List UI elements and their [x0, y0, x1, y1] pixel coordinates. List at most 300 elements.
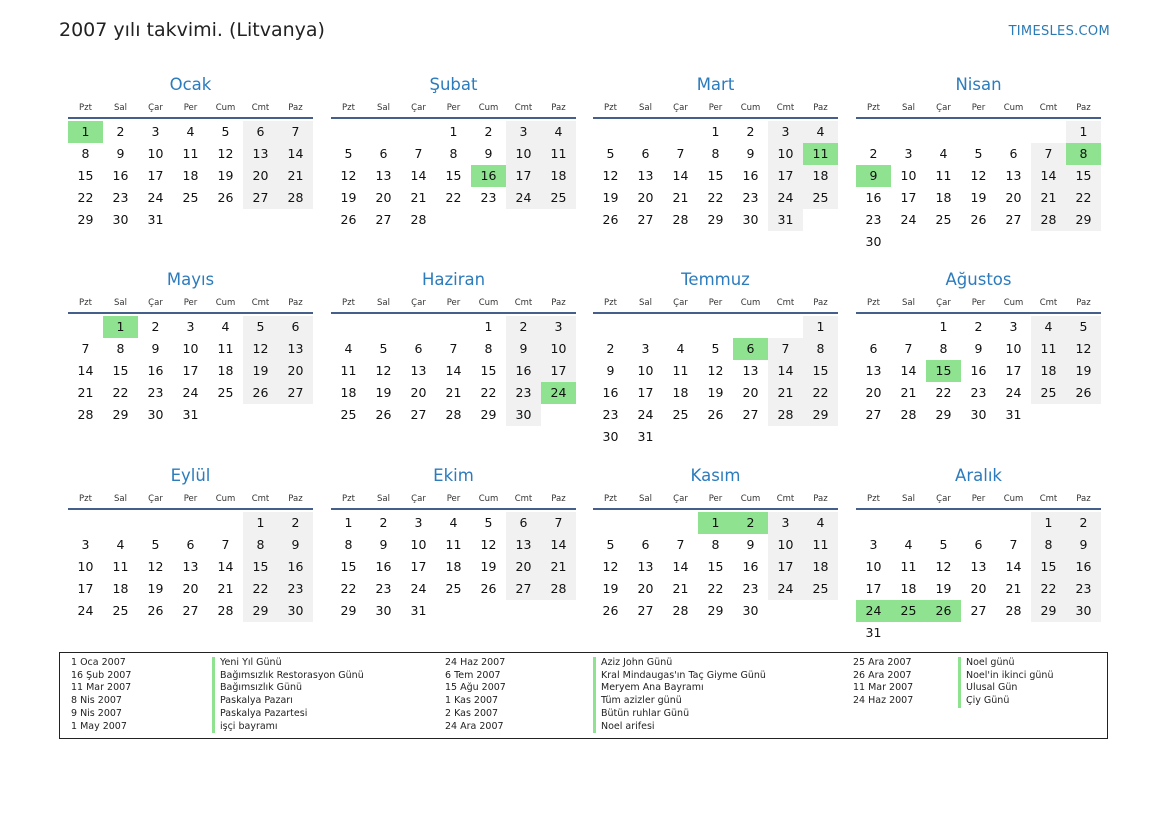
legend-holiday-name: Yeni Yıl Günü: [212, 657, 364, 670]
weekday-header: [68, 101, 313, 119]
weekday-label: Sal: [377, 298, 390, 308]
day-cell: 28: [217, 603, 234, 618]
day-cell: 25: [803, 578, 838, 600]
day-cell: 21: [410, 190, 427, 205]
day-cell: 21: [768, 382, 803, 404]
empty-cell: [436, 316, 471, 338]
weekday-label: Paz: [1076, 298, 1091, 308]
day-cell: 17: [147, 168, 164, 183]
empty-cell: [628, 512, 663, 534]
day-cell: 14: [278, 143, 313, 165]
day-cell: 23: [112, 190, 129, 205]
empty-cell: [663, 316, 698, 338]
day-cell: 29: [77, 212, 94, 227]
day-cell: 20: [278, 360, 313, 382]
empty-cell: [366, 316, 401, 338]
day-cell: 4: [1031, 316, 1066, 338]
empty-cell: [961, 121, 996, 143]
day-cell: 20: [1005, 190, 1022, 205]
day-grid: [593, 512, 838, 622]
day-cell: 30: [970, 407, 987, 422]
day-cell: 15: [77, 168, 94, 183]
day-cell: 22: [340, 581, 357, 596]
month-3: [593, 73, 838, 231]
day-cell: 8: [711, 146, 720, 161]
legend-date: 16 Şub 2007: [71, 669, 132, 681]
empty-cell: [996, 121, 1031, 143]
day-cell: 23: [147, 385, 164, 400]
day-cell: 24: [637, 407, 654, 422]
day-cell: 22: [707, 581, 724, 596]
day-cell: 20: [375, 190, 392, 205]
weekday-label: Çar: [673, 494, 688, 504]
day-cell: 10: [1005, 341, 1022, 356]
weekday-label: Çar: [411, 103, 426, 113]
day-cell: 19: [480, 559, 497, 574]
month-name: Haziran: [421, 270, 486, 289]
legend-holiday-name: Noel günü: [958, 657, 1053, 670]
day-cell: 23: [865, 212, 882, 227]
day-cell: 5: [379, 341, 388, 356]
day-cell: 12: [480, 537, 497, 552]
day-cell: 4: [676, 341, 685, 356]
day-cell: 30: [602, 429, 619, 444]
day-cell: 18: [340, 385, 357, 400]
weekday-label: Sal: [377, 494, 390, 504]
day-cell: 21: [445, 385, 462, 400]
weekday-label: Cmt: [1039, 494, 1058, 504]
day-cell: 30: [1066, 600, 1101, 622]
legend-dates-col-1: [71, 657, 131, 733]
weekday-label: Sal: [902, 298, 915, 308]
day-cell: 9: [151, 341, 160, 356]
legend-holiday-name: Paskalya Pazartesi: [212, 708, 364, 721]
day-cell: 28: [445, 407, 462, 422]
day-cell: 16: [602, 385, 619, 400]
weekday-label: Cum: [478, 494, 499, 504]
day-cell: 29: [707, 603, 724, 618]
day-cell: 6: [506, 512, 541, 534]
day-cell: 17: [900, 190, 917, 205]
day-cell: 12: [375, 363, 392, 378]
empty-cell: [1031, 121, 1066, 143]
month-name: Ocak: [169, 75, 212, 94]
day-cell: 12: [340, 168, 357, 183]
day-cell: 24: [768, 578, 803, 600]
day-cell: 12: [147, 559, 164, 574]
day-cell: 20: [865, 385, 882, 400]
legend-holiday-name: Meryem Ana Bayramı: [593, 682, 766, 695]
weekday-label: Pzt: [79, 103, 92, 113]
day-cell: 22: [707, 190, 724, 205]
day-cell: 5: [1066, 316, 1101, 338]
day-cell: 14: [217, 559, 234, 574]
day-cell: 15: [707, 559, 724, 574]
day-cell: 27: [865, 407, 882, 422]
legend-holiday-name: Tüm azizler günü: [593, 695, 766, 708]
site-link[interactable]: TIMESLES.COM: [1008, 24, 1110, 39]
weekday-label: Cmt: [514, 298, 533, 308]
day-cell: 12: [707, 363, 724, 378]
weekday-label: Paz: [813, 494, 828, 504]
day-cell: 26: [602, 603, 619, 618]
day-cell: 6: [414, 341, 423, 356]
day-cell: 11: [112, 559, 129, 574]
weekday-label: Per: [183, 494, 198, 504]
legend-date: 24 Ara 2007: [445, 720, 504, 732]
weekday-label: Çar: [148, 494, 163, 504]
day-cell: 2: [484, 124, 493, 139]
weekday-label: Per: [446, 103, 461, 113]
day-cell: 18: [217, 363, 234, 378]
weekday-label: Pzt: [604, 298, 617, 308]
day-cell: 31: [410, 603, 427, 618]
day-cell: 14: [77, 363, 94, 378]
day-cell: 27: [742, 407, 759, 422]
day-cell: 2: [506, 316, 541, 338]
day-grid: [331, 121, 576, 231]
month-name: Nisan: [955, 75, 1002, 94]
day-cell: 7: [449, 341, 458, 356]
holiday-legend: [59, 652, 1108, 739]
weekday-label: Cmt: [514, 103, 533, 113]
day-cell: 21: [77, 385, 94, 400]
day-cell: 18: [935, 190, 952, 205]
day-cell: 12: [602, 168, 619, 183]
day-cell: 28: [1031, 209, 1066, 231]
day-cell: 31: [768, 209, 803, 231]
day-cell: 6: [243, 121, 278, 143]
empty-cell: [103, 512, 138, 534]
day-cell: 29: [480, 407, 497, 422]
weekday-label: Pzt: [867, 494, 880, 504]
day-cell: 4: [449, 515, 458, 530]
day-grid: [856, 512, 1101, 644]
weekday-label: Cmt: [1039, 298, 1058, 308]
day-cell: 26: [970, 212, 987, 227]
weekday-header: [331, 296, 576, 314]
day-cell: 24: [900, 212, 917, 227]
month-name: Mart: [696, 75, 735, 94]
month-6: [331, 268, 576, 426]
day-cell: 9: [116, 146, 125, 161]
day-cell: 25: [182, 190, 199, 205]
weekday-label: Çar: [936, 298, 951, 308]
day-cell: 28: [77, 407, 94, 422]
weekday-label: Paz: [288, 103, 303, 113]
legend-date: 11 Mar 2007: [853, 682, 914, 694]
day-cell: 25: [217, 385, 234, 400]
weekday-label: Cmt: [251, 494, 270, 504]
day-cell: 8: [711, 537, 720, 552]
day-cell: 14: [1031, 165, 1066, 187]
legend-date: 25 Ara 2007: [853, 657, 912, 668]
weekday-label: Cum: [1003, 103, 1024, 113]
empty-cell: [593, 121, 628, 143]
empty-cell: [698, 316, 733, 338]
day-cell: 15: [803, 360, 838, 382]
month-7: [593, 268, 838, 448]
day-cell: 14: [672, 559, 689, 574]
day-cell: 9: [606, 363, 615, 378]
weekday-label: Cum: [478, 103, 499, 113]
day-cell: 18: [900, 581, 917, 596]
day-cell: 30: [506, 404, 541, 426]
legend-dates-col-3: [853, 657, 913, 708]
day-cell: 19: [375, 385, 392, 400]
day-cell: 27: [243, 187, 278, 209]
day-cell: 20: [243, 165, 278, 187]
day-cell: 31: [637, 429, 654, 444]
day-cell: 24: [77, 603, 94, 618]
day-cell: 31: [865, 625, 882, 640]
day-cell: 26: [480, 581, 497, 596]
legend-holiday-name: Ulusal Gün: [958, 682, 1053, 695]
day-cell: 10: [637, 363, 654, 378]
weekday-label: Cmt: [776, 103, 795, 113]
month-8: [856, 268, 1101, 426]
weekday-label: Çar: [936, 494, 951, 504]
empty-cell: [593, 512, 628, 534]
day-cell: 30: [742, 603, 759, 618]
weekday-label: Sal: [639, 298, 652, 308]
legend-holiday-name: Çiy Günü: [958, 695, 1053, 708]
day-cell: 2: [974, 319, 983, 334]
day-cell: 16: [970, 363, 987, 378]
weekday-label: Cum: [215, 494, 236, 504]
legend-holiday-name: Bütün ruhlar Günü: [593, 708, 766, 721]
day-cell: 16: [147, 363, 164, 378]
day-cell: 4: [186, 124, 195, 139]
empty-cell: [208, 512, 243, 534]
day-cell: 20: [506, 556, 541, 578]
day-cell: 6: [869, 341, 878, 356]
day-cell: 3: [506, 121, 541, 143]
empty-cell: [366, 121, 401, 143]
day-cell: 1: [1066, 121, 1101, 143]
day-cell: 14: [768, 360, 803, 382]
weekday-label: Çar: [673, 103, 688, 113]
day-cell: 26: [375, 407, 392, 422]
day-cell: 19: [1066, 360, 1101, 382]
day-cell: 29: [1066, 209, 1101, 231]
weekday-label: Pzt: [342, 298, 355, 308]
day-cell: 10: [900, 168, 917, 183]
page-title: 2007 yılı takvimi. (Litvanya): [59, 19, 325, 41]
weekday-header: [856, 101, 1101, 119]
day-cell: 7: [768, 338, 803, 360]
day-cell: 20: [970, 581, 987, 596]
day-cell: 3: [641, 341, 650, 356]
day-cell: 30: [147, 407, 164, 422]
day-cell: 11: [900, 559, 917, 574]
day-cell: 24: [410, 581, 427, 596]
day-cell: 19: [707, 385, 724, 400]
day-cell: 22: [935, 385, 952, 400]
day-grid: [68, 316, 313, 426]
weekday-label: Pzt: [867, 298, 880, 308]
day-cell: 15: [1031, 556, 1066, 578]
weekday-label: Çar: [673, 298, 688, 308]
day-cell: 1: [449, 124, 458, 139]
weekday-label: Pzt: [342, 103, 355, 113]
day-cell: 20: [742, 385, 759, 400]
holiday-day-cell: 9: [856, 165, 891, 187]
day-cell: 13: [243, 143, 278, 165]
empty-cell: [401, 121, 436, 143]
empty-cell: [331, 316, 366, 338]
day-cell: 27: [278, 382, 313, 404]
weekday-label: Paz: [288, 494, 303, 504]
day-cell: 27: [1005, 212, 1022, 227]
weekday-label: Cum: [478, 298, 499, 308]
day-cell: 19: [147, 581, 164, 596]
day-cell: 25: [541, 187, 576, 209]
day-cell: 7: [278, 121, 313, 143]
day-cell: 24: [182, 385, 199, 400]
day-cell: 23: [278, 578, 313, 600]
day-cell: 9: [484, 146, 493, 161]
day-cell: 21: [278, 165, 313, 187]
weekday-label: Per: [183, 103, 198, 113]
legend-names-col-3: [958, 657, 1053, 708]
weekday-label: Çar: [411, 298, 426, 308]
empty-cell: [856, 316, 891, 338]
day-cell: 23: [970, 385, 987, 400]
day-grid: [68, 121, 313, 231]
day-cell: 5: [151, 537, 160, 552]
day-cell: 23: [1066, 578, 1101, 600]
day-cell: 6: [1009, 146, 1018, 161]
day-cell: 11: [541, 143, 576, 165]
legend-holiday-name: Noel'in ikinci günü: [958, 670, 1053, 683]
weekday-label: Çar: [936, 103, 951, 113]
weekday-label: Sal: [639, 103, 652, 113]
empty-cell: [331, 121, 366, 143]
day-cell: 17: [77, 581, 94, 596]
day-cell: 16: [742, 168, 759, 183]
empty-cell: [891, 316, 926, 338]
day-cell: 18: [672, 385, 689, 400]
holiday-day-cell: 1: [698, 512, 733, 534]
day-cell: 21: [672, 581, 689, 596]
day-cell: 31: [182, 407, 199, 422]
weekday-label: Cum: [740, 103, 761, 113]
day-cell: 11: [1031, 338, 1066, 360]
day-cell: 5: [939, 537, 948, 552]
day-cell: 14: [445, 363, 462, 378]
day-cell: 17: [1005, 363, 1022, 378]
day-cell: 27: [182, 603, 199, 618]
day-cell: 26: [147, 603, 164, 618]
day-cell: 30: [112, 212, 129, 227]
day-cell: 5: [221, 124, 230, 139]
month-name: Aralık: [955, 466, 1002, 485]
empty-cell: [926, 512, 961, 534]
day-cell: 19: [243, 360, 278, 382]
holiday-day-cell: 24: [856, 600, 891, 622]
day-cell: 7: [676, 146, 685, 161]
day-cell: 8: [484, 341, 493, 356]
weekday-label: Paz: [551, 298, 566, 308]
day-cell: 5: [974, 146, 983, 161]
weekday-label: Sal: [114, 298, 127, 308]
day-cell: 15: [1066, 165, 1101, 187]
weekday-label: Pzt: [867, 103, 880, 113]
day-cell: 16: [375, 559, 392, 574]
weekday-label: Sal: [902, 103, 915, 113]
day-cell: 8: [344, 537, 353, 552]
weekday-label: Cum: [740, 298, 761, 308]
day-cell: 2: [379, 515, 388, 530]
day-cell: 27: [410, 407, 427, 422]
day-cell: 20: [182, 581, 199, 596]
empty-cell: [961, 512, 996, 534]
day-cell: 1: [1031, 512, 1066, 534]
weekday-label: Per: [971, 298, 986, 308]
day-cell: 24: [1005, 385, 1022, 400]
legend-holiday-name: işçi bayramı: [212, 721, 364, 734]
day-cell: 18: [445, 559, 462, 574]
empty-cell: [891, 121, 926, 143]
empty-cell: [173, 512, 208, 534]
day-grid: [593, 121, 838, 231]
day-cell: 4: [116, 537, 125, 552]
day-cell: 15: [340, 559, 357, 574]
day-cell: 29: [243, 600, 278, 622]
day-cell: 8: [243, 534, 278, 556]
day-cell: 17: [506, 165, 541, 187]
day-cell: 1: [344, 515, 353, 530]
day-cell: 23: [742, 581, 759, 596]
day-cell: 14: [541, 534, 576, 556]
legend-date: 9 Nis 2007: [71, 707, 122, 719]
month-12: [856, 464, 1101, 644]
day-cell: 13: [410, 363, 427, 378]
weekday-label: Cmt: [776, 298, 795, 308]
weekday-label: Sal: [114, 103, 127, 113]
day-cell: 10: [506, 143, 541, 165]
day-cell: 11: [445, 537, 462, 552]
day-cell: 3: [414, 515, 423, 530]
day-cell: 11: [340, 363, 357, 378]
day-cell: 5: [484, 515, 493, 530]
month-2: [331, 73, 576, 231]
day-cell: 4: [803, 121, 838, 143]
day-cell: 13: [970, 559, 987, 574]
day-cell: 8: [1031, 534, 1066, 556]
empty-cell: [628, 121, 663, 143]
month-name: Ekim: [433, 466, 474, 485]
month-name: Kasım: [690, 466, 741, 485]
weekday-label: Sal: [377, 103, 390, 113]
day-cell: 23: [375, 581, 392, 596]
day-cell: 14: [900, 363, 917, 378]
day-cell: 7: [414, 146, 423, 161]
weekday-label: Çar: [411, 494, 426, 504]
weekday-label: Paz: [551, 494, 566, 504]
day-cell: 2: [746, 124, 755, 139]
day-cell: 29: [1031, 600, 1066, 622]
day-cell: 17: [768, 165, 803, 187]
weekday-header: [68, 296, 313, 314]
weekday-header: [856, 296, 1101, 314]
weekday-label: Cum: [1003, 494, 1024, 504]
day-cell: 24: [147, 190, 164, 205]
day-cell: 25: [672, 407, 689, 422]
day-cell: 24: [768, 187, 803, 209]
empty-cell: [996, 512, 1031, 534]
